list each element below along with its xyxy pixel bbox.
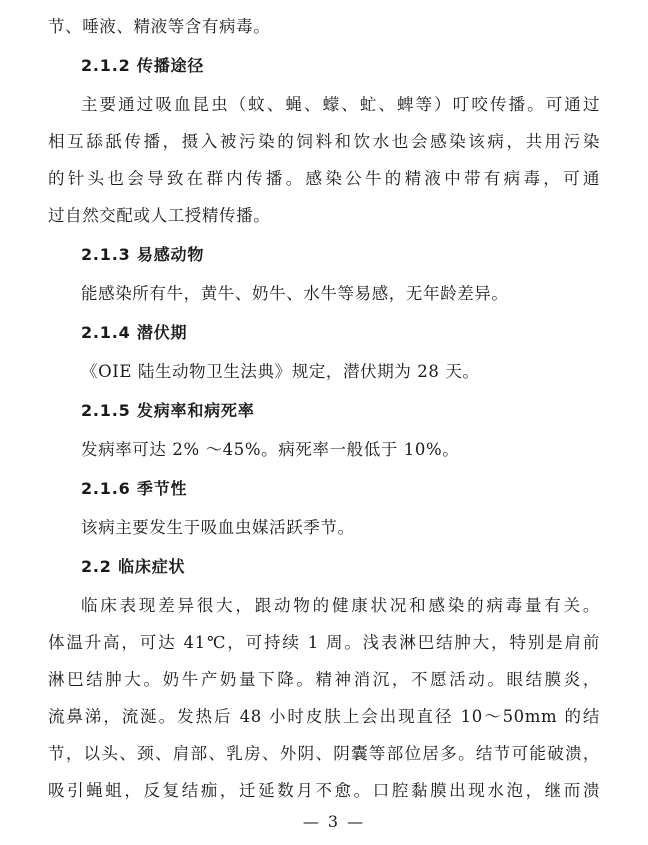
- text-line: 能感染所有牛，黄牛、奶牛、水牛等易感，无年龄差异。: [81, 284, 509, 303]
- text-line: 节、唾液、精液等含有病毒。: [48, 17, 271, 36]
- text-line: 主要通过吸血昆虫（蚊、蝇、蠓、虻、蜱等）叮咬传播。可通过: [81, 95, 600, 114]
- text-line: 临床表现差异很大，跟动物的健康状况和感染的病毒量有关。: [81, 596, 600, 615]
- text-line: 该病主要发生于吸血虫媒活跃季节。: [81, 518, 355, 537]
- text-line: 相互舔舐传播，摄入被污染的饲料和饮水也会感染该病，共用污染: [48, 132, 600, 151]
- section-heading-2-1-3: 2.1.3 易感动物: [81, 245, 205, 264]
- section-heading-2-1-2: 2.1.2 传播途径: [81, 56, 205, 75]
- text-line: 流鼻涕，流涎。发热后 48 小时皮肤上会出现直径 10～50mm 的结: [48, 707, 600, 726]
- text-line: 节，以头、颈、肩部、乳房、外阴、阴囊等部位居多。结节可能破溃，: [48, 744, 600, 763]
- document-page: [48, 8, 600, 809]
- section-heading-2-1-4: 2.1.4 潜伏期: [81, 323, 188, 342]
- text-line: 体温升高，可达 41℃，可持续 1 周。浅表淋巴结肿大，特别是肩前: [48, 633, 600, 652]
- text-line: 《OIE 陆生动物卫生法典》规定，潜伏期为 28 天。: [81, 362, 480, 381]
- section-heading-2-2: 2.2 临床症状: [81, 557, 186, 576]
- section-heading-2-1-5: 2.1.5 发病率和病死率: [81, 401, 255, 420]
- page-number: — 3 —: [302, 812, 366, 831]
- text-line: 发病率可达 2% ～45%。病死率一般低于 10%。: [81, 440, 460, 459]
- text-line: 吸引蝇蛆，反复结痂，迁延数月不愈。口腔黏膜出现水泡，继而溃: [48, 781, 600, 800]
- text-line: 过自然交配或人工授精传播。: [48, 206, 271, 225]
- text-line: 淋巴结肿大。奶牛产奶量下降。精神消沉，不愿活动。眼结膜炎，: [48, 670, 600, 689]
- text-line: 的针头也会导致在群内传播。感染公牛的精液中带有病毒，可通: [48, 169, 600, 188]
- section-heading-2-1-6: 2.1.6 季节性: [81, 479, 188, 498]
